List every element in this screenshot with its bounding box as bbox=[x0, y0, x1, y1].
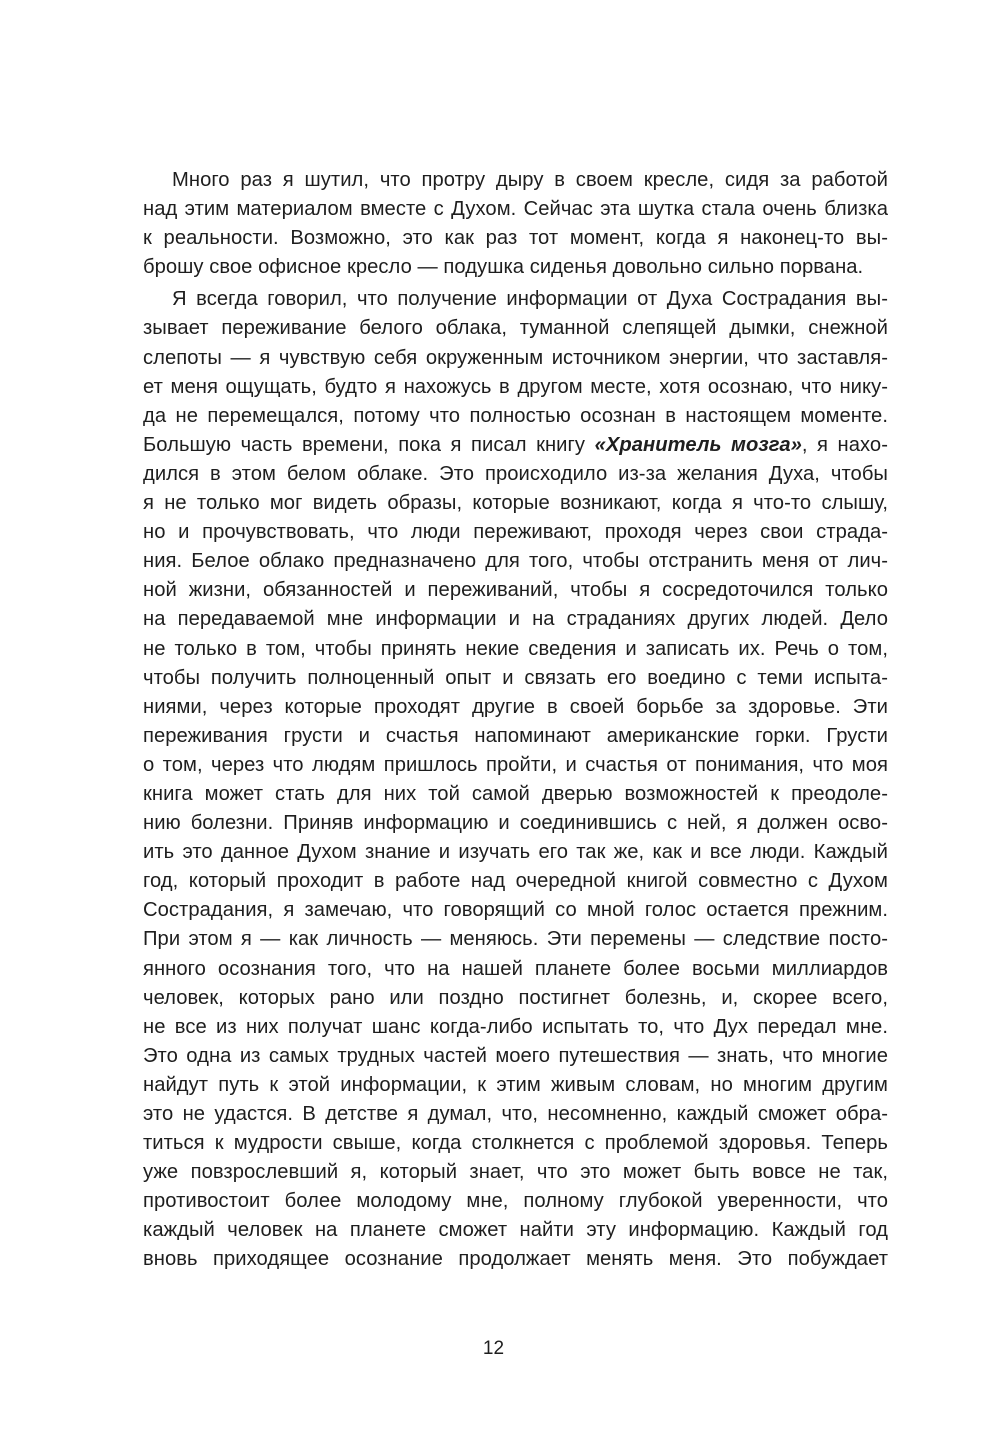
text-line: При этом я — как личность — меняюсь. Эти перемены — следствие посто- bbox=[143, 928, 888, 951]
text-line: ния. Белое облако предназначено для того, чтобы отстранить меня от лич- bbox=[143, 550, 888, 573]
text-line: но и прочувствовать, что люди переживают, проходя через свои страда- bbox=[143, 521, 888, 544]
text-line: это не удастся. В детстве я думал, что, несомненно, каждый сможет обра- bbox=[143, 1103, 888, 1125]
page-number: 12 bbox=[482, 1338, 505, 1359]
text-line: книга может стать для них той самой дверью возможностей к преодоле- bbox=[143, 782, 888, 805]
paragraph bbox=[143, 166, 888, 282]
book-title: «Хранитель мозга» bbox=[594, 433, 802, 456]
text-line: каждый человек на планете сможет найти эту информацию. Каждый год bbox=[143, 1219, 888, 1242]
text-line: ет меня ощущать, будто я нахожусь в другом месте, хотя осознаю, что нику- bbox=[143, 375, 888, 398]
body-text bbox=[143, 166, 888, 1278]
text-fragment: Большую часть времени, пока я писал книгу bbox=[143, 433, 595, 456]
paragraph bbox=[143, 285, 888, 1274]
text-line: о том, через что людям пришлось пройти, и счастья от понимания, что моя bbox=[143, 753, 888, 776]
text-line: уже повзрослевший я, который знает, что это может быть вовсе не так, bbox=[143, 1161, 888, 1184]
text-line: зывает переживание белого облака, туманной слепящей дымки, снежной bbox=[143, 317, 888, 340]
text-line: Это одна из самых трудных частей моего путешествия — знать, что многие bbox=[143, 1044, 888, 1067]
text-line: Много раз я шутил, что протру дыру в своем кресле, сидя за работой bbox=[172, 169, 888, 191]
text-line: год, который проходит в работе над очередной книгой совместно с Духом bbox=[143, 870, 888, 893]
text-line: брошу свое офисное кресло — подушка сиденья довольно сильно порвана. bbox=[143, 256, 864, 279]
text-line: не только в том, чтобы принять некие сведения и записать их. Речь о том, bbox=[143, 637, 888, 660]
text-line: янного осознания того, что на нашей планете более восьми миллиардов bbox=[143, 957, 888, 980]
text-line: да не перемещался, потому что полностью осознан в настоящем моменте. bbox=[143, 404, 888, 427]
text-line: человек, которых рано или поздно постигнет болезнь, и, скорее всего, bbox=[143, 986, 888, 1009]
text-line: к реальности. Возможно, это как раз тот момент, когда я наконец-то вы- bbox=[143, 227, 888, 250]
text-line: слепоты — я чувствую себя окруженным источником энергии, что заставля- bbox=[143, 346, 888, 369]
text-line: ить это данное Духом знание и изучать его так же, как и все люди. Каждый bbox=[143, 841, 888, 864]
text-line: ной жизни, обязанностей и переживаний, чтобы я сосредоточился только bbox=[143, 579, 888, 602]
text-line: Я всегда говорил, что получение информации от Духа Сострадания вы- bbox=[172, 288, 888, 311]
text-line: вновь приходящее осознание продолжает менять меня. Это побуждает bbox=[143, 1248, 888, 1271]
text-line: ниями, через которые проходят другие в своей борьбе за здоровье. Эти bbox=[143, 695, 888, 718]
text-line: дился в этом белом облаке. Это происходило из-за желания Духа, чтобы bbox=[143, 462, 888, 485]
text-fragment: , я нахо- bbox=[801, 433, 888, 456]
text-line: я не только мог видеть образы, которые возникают, когда я что-то слышу, bbox=[143, 492, 888, 515]
text-line: переживания грусти и счастья напоминают американские горки. Грусти bbox=[143, 724, 888, 747]
text-line: найдут путь к этой информации, к этим живым словам, но многим другим bbox=[143, 1073, 888, 1096]
text-line: не все из них получат шанс когда-либо испытать то, что Дух передал мне. bbox=[143, 1015, 888, 1038]
text-line: противостоит более молодому мне, полному глубокой уверенности, что bbox=[143, 1190, 888, 1213]
text-line bbox=[143, 431, 888, 460]
text-line: над этим материалом вместе с Духом. Сейчас эта шутка стала очень близка bbox=[143, 198, 888, 221]
text-line: нию болезни. Приняв информацию и соединившись с ней, я должен осво- bbox=[143, 812, 888, 835]
text-line: Сострадания, я замечаю, что говорящий со мной голос остается прежним. bbox=[143, 899, 888, 922]
text-line: чтобы получить полноценный опыт и связать его воедино с теми испыта- bbox=[143, 666, 888, 689]
text-line: титься к мудрости свыше, когда столкнется с проблемой здоровья. Теперь bbox=[143, 1132, 888, 1155]
text-line: на передаваемой мне информации и на страданиях других людей. Дело bbox=[143, 608, 888, 631]
